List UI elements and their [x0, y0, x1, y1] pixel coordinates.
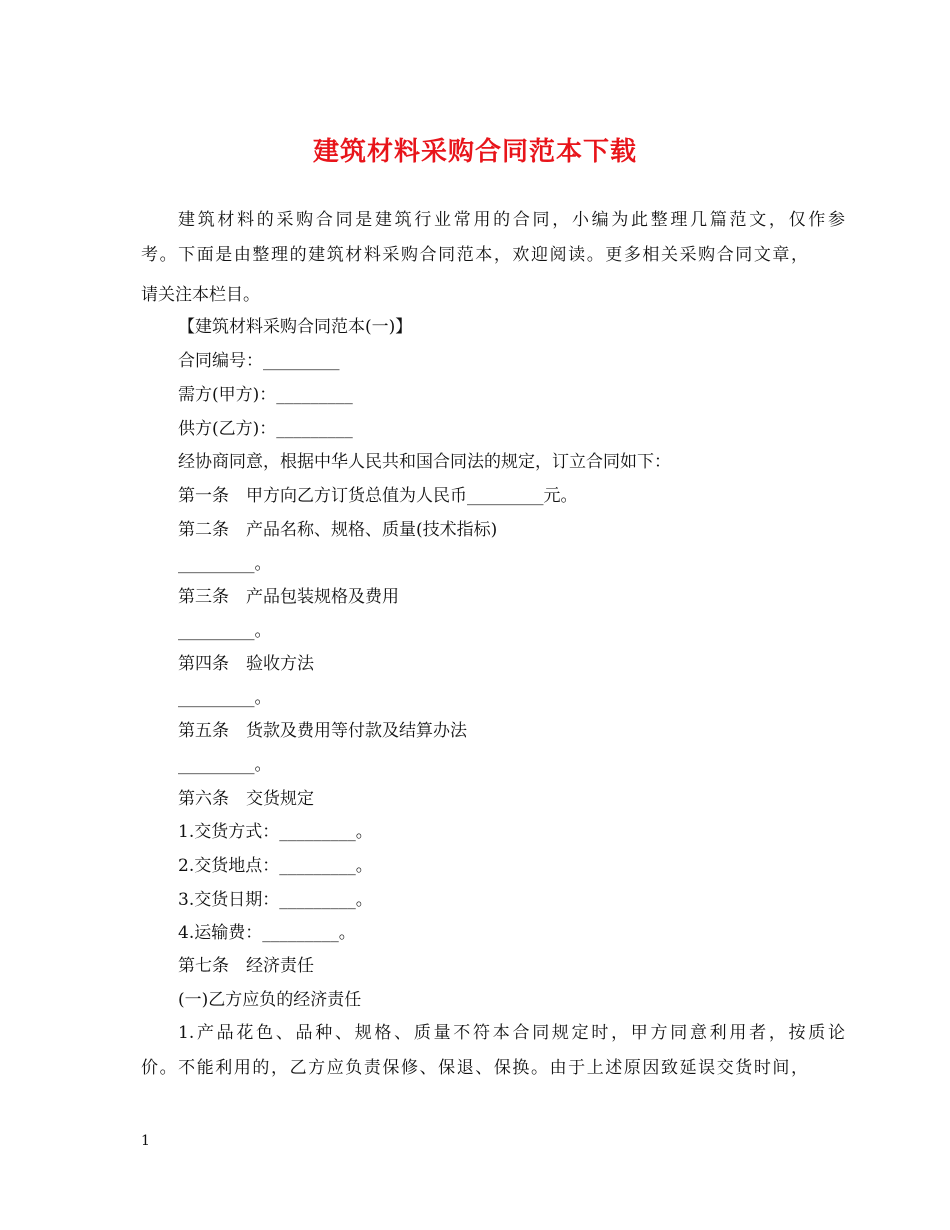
blank-line: _________。 [178, 554, 272, 574]
blank-line: _________。 [178, 755, 272, 775]
blank-line: _________。 [178, 688, 272, 708]
article-3: 第三条 产品包装规格及费用 [178, 587, 399, 607]
clause-line: 1.产品花色、品种、规格、质量不符本合同规定时，甲方同意利用者，按质论 [178, 1023, 845, 1043]
delivery-item: 1.交货方式：_________。 [178, 822, 373, 842]
delivery-item: 4.运输费：_________。 [178, 923, 356, 943]
article-4: 第四条 验收方法 [178, 654, 314, 674]
subsection-heading: (一)乙方应负的经济责任 [178, 990, 362, 1010]
intro-line: 建筑材料的采购合同是建筑行业常用的合同，小编为此整理几篇范文，仅作参 [178, 210, 845, 230]
buyer-party: 需方(甲方)：_________ [178, 385, 353, 405]
contract-number: 合同编号：_________ [178, 351, 340, 371]
clause-line: 价。不能利用的，乙方应负责保修、保退、保换。由于上述原因致延误交货时间， [141, 1058, 808, 1078]
delivery-item: 3.交货日期：_________。 [178, 890, 373, 910]
section-heading: 【建筑材料采购合同范本(一)】 [178, 317, 413, 337]
blank-line: _________。 [178, 621, 272, 641]
article-6: 第六条 交货规定 [178, 789, 314, 809]
article-5: 第五条 货款及费用等付款及结算办法 [178, 721, 467, 741]
intro-line: 请关注本栏目。 [141, 285, 260, 305]
article-2: 第二条 产品名称、规格、质量(技术指标) [178, 520, 498, 540]
intro-line: 考。下面是由整理的建筑材料采购合同范本，欢迎阅读。更多相关采购合同文章， [141, 245, 808, 265]
page-number: 1 [141, 1133, 150, 1149]
preamble: 经协商同意，根据中华人民共和国合同法的规定，订立合同如下： [178, 452, 671, 472]
article-1: 第一条 甲方向乙方订货总值为人民币_________元。 [178, 486, 578, 506]
document-title: 建筑材料采购合同范本下载 [312, 137, 637, 167]
article-7: 第七条 经济责任 [178, 956, 314, 976]
seller-party: 供方(乙方)：_________ [178, 419, 353, 439]
delivery-item: 2.交货地点：_________。 [178, 856, 373, 876]
